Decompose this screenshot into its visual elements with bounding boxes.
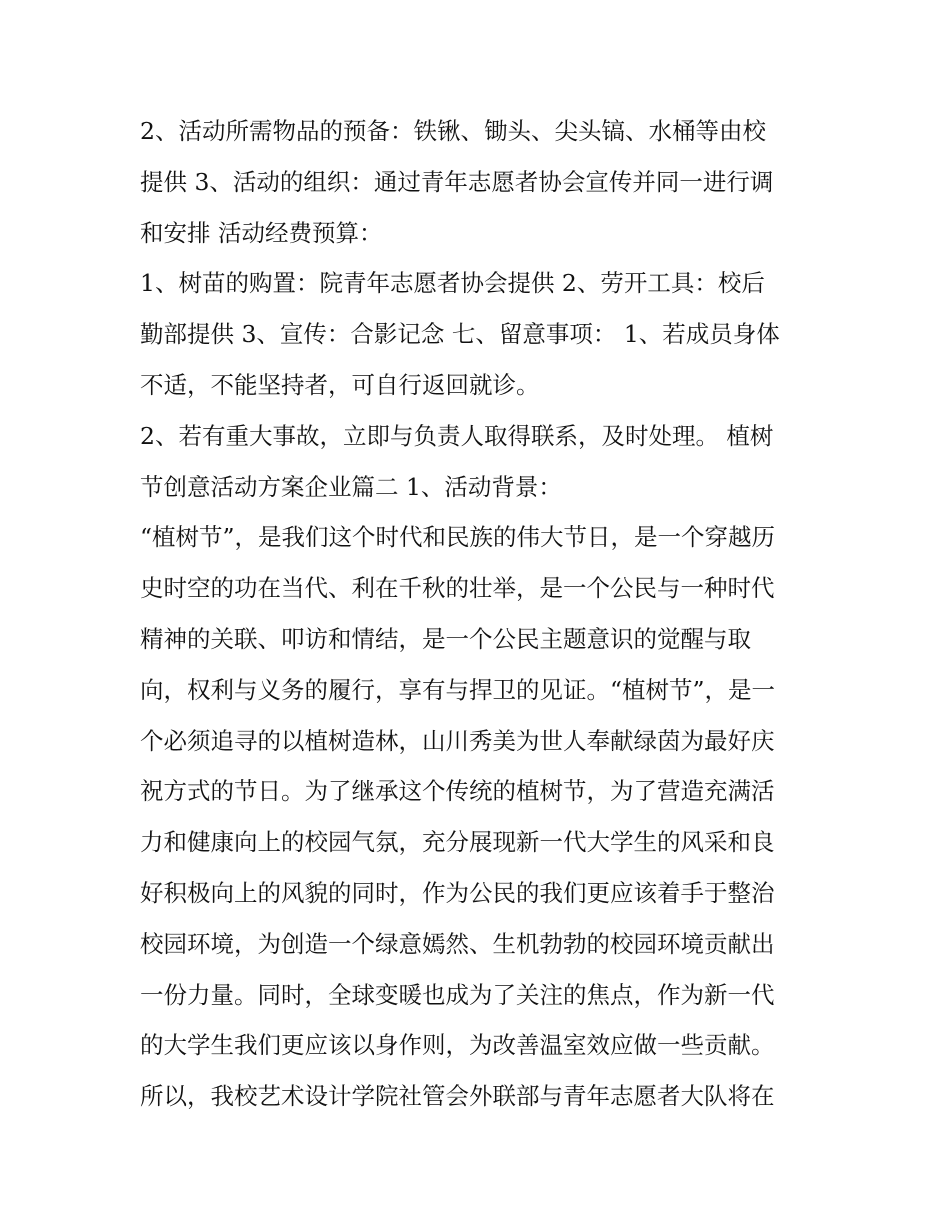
- text-line: 向，权利与义务的履行，享有与捍卫的见证。“植树节”，是一: [140, 675, 776, 704]
- text-line: 提供 3、活动的组织：通过青年志愿者协会宣传并同一进行调: [140, 167, 774, 196]
- text-line: 不适，不能坚持者，可自行返回就诊。: [140, 370, 540, 399]
- text-line: 节创意活动方案企业篇二 1、活动背景：: [140, 472, 562, 501]
- text-line: 好积极向上的风貌的同时，作为公民的我们更应该着手于整治: [140, 878, 775, 907]
- text-line: 的大学生我们更应该以身作则，为改善温室效应做一些贡献。: [140, 1031, 775, 1060]
- text-line: 勤部提供 3、宣传：合影记念 七、留意事项： 1、若成员身体: [140, 320, 780, 349]
- text-line: 精神的关联、叩访和情结，是一个公民主题意识的觉醒与取: [140, 624, 751, 653]
- text-line: 所以，我校艺术设计学院社管会外联部与青年志愿者大队将在: [140, 1082, 775, 1111]
- text-line: 个必须追寻的以植树造林，山川秀美为世人奉献绿茵为最好庆: [140, 726, 775, 755]
- document-body: [140, 106, 820, 1122]
- text-line: 和安排 活动经费预算：: [140, 218, 383, 247]
- text-line: 祝方式的节日。为了继承这个传统的植树节，为了营造充满活: [140, 777, 775, 806]
- text-line: 一份力量。同时，全球变暖也成为了关注的焦点，作为新一代: [140, 980, 775, 1009]
- text-line: 校园环境，为创造一个绿意嫣然、生机勃勃的校园环境贡献出: [140, 929, 775, 958]
- text-line: 2、若有重大事故，立即与负责人取得联系，及时处理。 植树: [140, 421, 774, 450]
- text-line: 2、活动所需物品的预备：铁锹、锄头、尖头镐、水桶等由校: [140, 117, 766, 145]
- text-line: “植树节”，是我们这个时代和民族的伟大节日，是一个穿越历: [140, 523, 776, 552]
- text-line: 1、树苗的购置：院青年志愿者协会提供 2、劳开工具：校后: [140, 269, 765, 298]
- text-line: 史时空的功在当代、利在千秋的壮举，是一个公民与一种时代: [140, 574, 775, 603]
- text-line: 力和健康向上的校园气氛，充分展现新一代大学生的风采和良: [140, 828, 775, 857]
